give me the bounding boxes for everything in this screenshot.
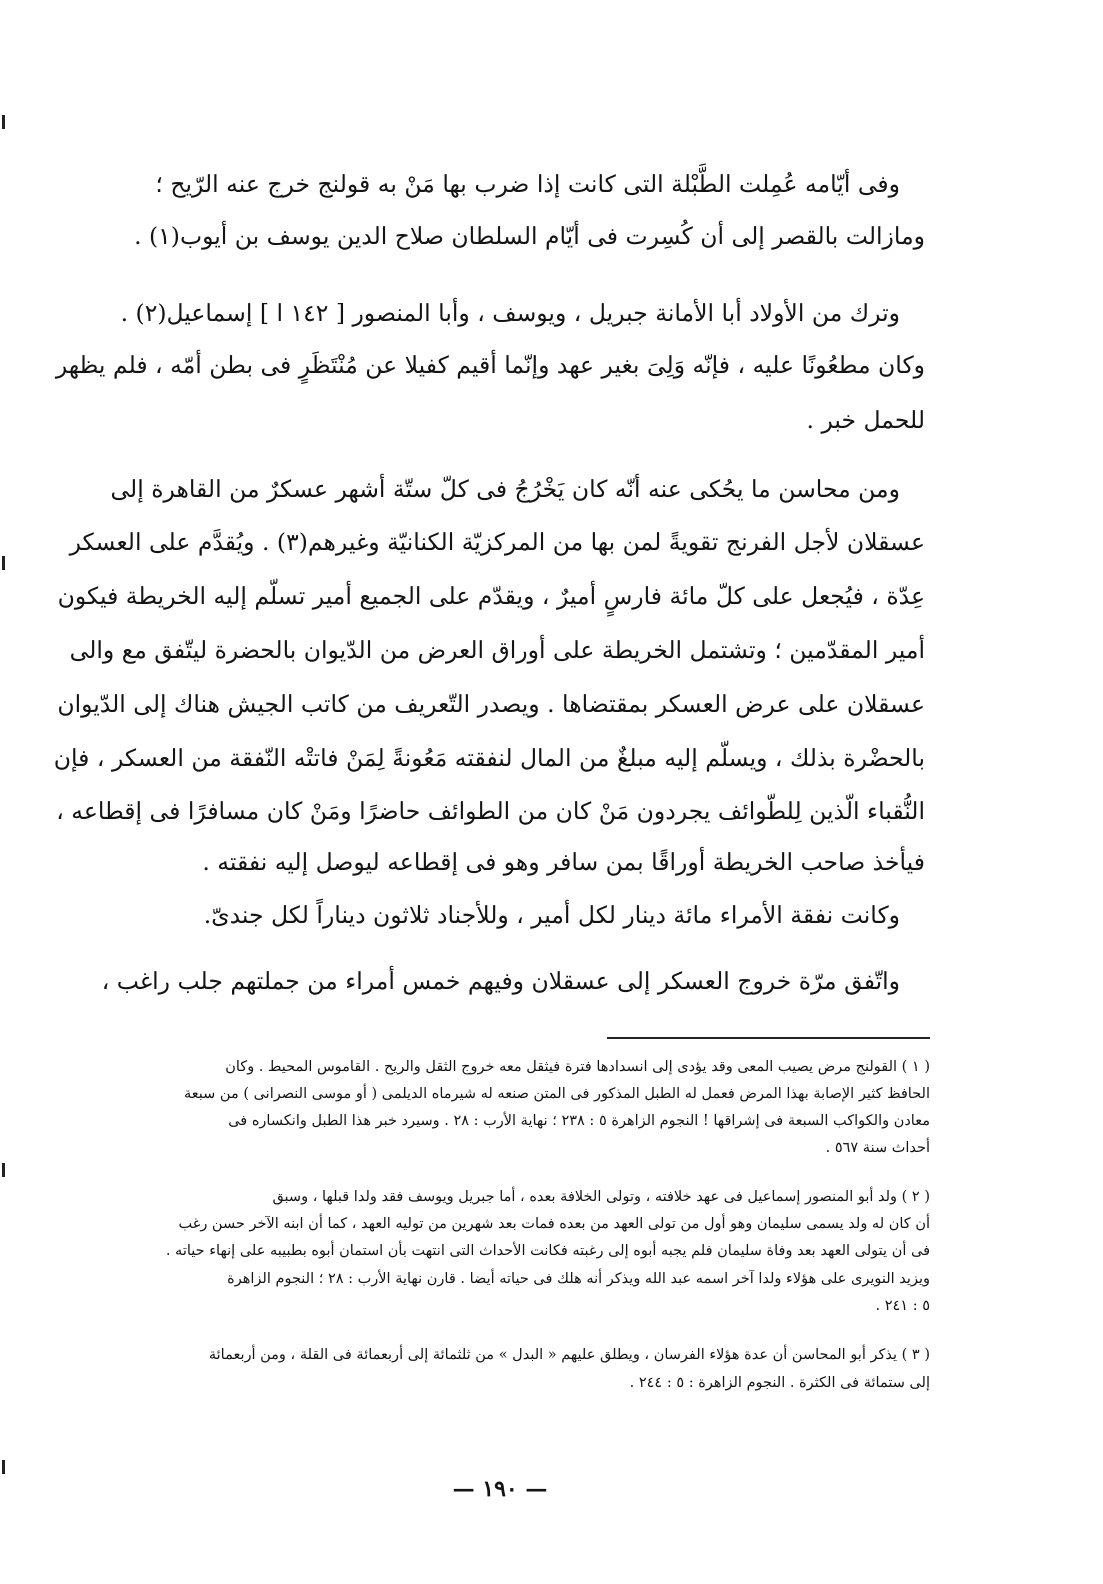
footnote-text: أن كان له ولد يسمى سليمان وهو أول من تولى العهد من بعده فمات بعد شهرين من توليه العهد ، كما أن ابنه الآخر حسن رغب (178, 1216, 930, 1232)
footnote-1-line-4 (85, 1135, 930, 1162)
footnote-text: ( ٣ ) يذكر أبو المحاسن أن عدة هؤلاء الفرسان ، ويطلق عليهم « البدل » من ثلثمائة إلى أربعمائة فى القلة ، ومن أربعمائة (208, 1347, 930, 1363)
text-line: النُّقباء الّذين لِلطّوائف يجردون مَنْ كان من الطوائف حاضرًا ومَنْ كان مسافرًا فى إقطاعه ، (56, 797, 925, 825)
footnote-text: إلى ستمائة فى الكثرة . النجوم الزاهرة : ٥ : ٢٤٤ . (629, 1375, 930, 1391)
footnote-3-line-2 (85, 1370, 930, 1397)
text-line: عِدّة ، فيُجعل على كلّ مائة فارسٍ أميرٌ ، ويقدّم على الجميع أمير تسلّم إليه الخريطة فيكون (57, 582, 925, 610)
paragraph-1-line-1 (95, 161, 925, 207)
text-line: واتّفق مرّة خروج العسكر إلى عسقلان وفيهم خمس أمراء من جملتهم جلب راغب ، (101, 967, 900, 995)
paragraph-3-line-3 (57, 573, 925, 619)
footnote-text: ( ١ ) القولنج مرض يصيب المعى وقد يؤدى إلى انسدادها فترة فيثقل معه خروج الثقل والريح . القاموس المحيط . وكان (225, 1059, 930, 1075)
footnote-1-line-1 (85, 1054, 930, 1081)
margin-mark (2, 556, 5, 570)
text-line: أمير المقدّمين ؛ وتشتمل الخريطة على أوراق العرض من الدّيوان بالحضرة ليتّفق مع والى (69, 636, 925, 664)
text-line: عسقلان لأجل الفرنج تقويةً لمن بها من المركزيّة الكنانيّة وغيرهم(٣) . ويُقدَّم على العسكر (69, 528, 925, 556)
paragraph-2-line-1 (95, 290, 925, 336)
paragraph-3-line-5 (57, 681, 925, 727)
margin-mark (2, 115, 5, 129)
footnote-2-line-5 (85, 1293, 930, 1320)
footnote-text: ٥ : ٢٤١ . (875, 1298, 930, 1314)
paragraph-3-line-7 (56, 788, 925, 834)
footnote-text: أحداث سنة ٥٦٧ . (825, 1140, 930, 1156)
paragraph-1-line-2 (95, 213, 925, 259)
text-line: ومازالت بالقصر إلى أن كُسِرت فى أيّام السلطان صلاح الدين يوسف بن أيوب(١) . (134, 222, 925, 250)
footnote-1-line-2 (85, 1081, 930, 1108)
text-line: فيأخذ صاحب الخريطة أوراقًا بمن سافر وهو فى إقطاعه ليوصل إليه نفقته . (202, 848, 925, 876)
footnote-text: معادن والكواكب السبعة فى إشراقها ! النجوم الزاهرة ٥ : ٢٣٨ ؛ نهاية الأرب : ٢٨ . وسيرد خبر هذا الطبل وانكساره فى (228, 1113, 930, 1129)
footnote-text: فى أن يتولى العهد بعد وفاة سليمان فلم يجبه أبوه إلى رغبته فكانت الأحداث التى انتهت بأن استمان أبوه بطبيبه على إنهاء حياته . (165, 1243, 930, 1259)
text-line: وكان مطعُونًا عليه ، فإنّه وَلِىَ بغير عهد وإنّما أقيم كفيلا عن مُنْتَظَرٍ فى بطن أمّه ، فلم يظهر (55, 351, 925, 379)
footnote-2-line-3 (85, 1238, 930, 1265)
footnote-2-line-2 (85, 1211, 930, 1238)
text-line: ومن محاسن ما يحُكى عنه أنّه كان يَخْرُجُ فى كلّ ستّة أشهر عسكرٌ من القاهرة إلى (110, 475, 900, 503)
footnote-1-line-3 (85, 1108, 930, 1135)
text-line: للحمل خبر . (806, 406, 925, 434)
footnote-text: الحافظ كثير الإصابة بهذا المرض فعمل له الطبل المذكور فى المتن صنعه له شيرماه الديلمى ( أو موسى النصرانى ) من سبعة (184, 1086, 930, 1102)
paragraph-5-line-1 (95, 958, 925, 1004)
text-line: وترك من الأولاد أبا الأمانة جبريل ، ويوسف ، وأبا المنصور [ ١٤٢ ا ] إسماعيل(٢) . (120, 299, 900, 327)
paragraph-3-line-6 (53, 735, 925, 781)
margin-mark (2, 1460, 5, 1474)
footnote-separator (607, 1037, 930, 1039)
footnote-text: ويزيد النويرى على هؤلاء ولدا آخر اسمه عبد الله ويذكر أنه هلك فى حياته أيضا . قارن نهاية الأرب : ٢٨ ؛ النجوم الزاهرة (227, 1271, 930, 1287)
footnote-2-line-4 (85, 1266, 930, 1293)
paragraph-3-line-1 (95, 466, 925, 512)
margin-mark (2, 1163, 5, 1177)
text-line: وكانت نفقة الأمراء مائة دينار لكل أمير ، وللأجناد ثلاثون ديناراً لكل جندىّ. (203, 901, 900, 929)
paragraph-2-line-2 (55, 342, 925, 388)
text-line: وفى أيّامه عُمِلت الطَّبْلة التى كانت إذا ضرب بها مَنْ به قولنج خرج عنه الرّيح ؛ (155, 170, 900, 198)
text-line: عسقلان على عرض العسكر بمقتضاها . ويصدر التّعريف من كاتب الجيش هناك إلى الدّيوان (57, 690, 925, 718)
footnote-text: ( ٢ ) ولد أبو المنصور إسماعيل فى عهد خلافته ، وتولى الخلافة بعده ، أما جبريل ويوسف فقد ولدا قبلها ، وسبق (272, 1189, 930, 1205)
paragraph-3-line-2 (69, 519, 925, 565)
paragraph-2-line-3 (95, 397, 925, 443)
footnote-3-line-1 (85, 1342, 930, 1369)
paragraph-4-line-1 (95, 892, 925, 938)
paragraph-3-line-4 (69, 627, 925, 673)
page-number: — ١٩٠ — (452, 1476, 548, 1502)
paragraph-3-line-8 (95, 839, 925, 885)
text-line: بالحضْرة بذلك ، ويسلّم إليه مبلغٌ من المال لنفقته مَعُونةً لِمَنْ فاتتْه النّفقة من العسكر ، فإن (53, 744, 925, 772)
footnote-2-line-1 (85, 1184, 930, 1211)
